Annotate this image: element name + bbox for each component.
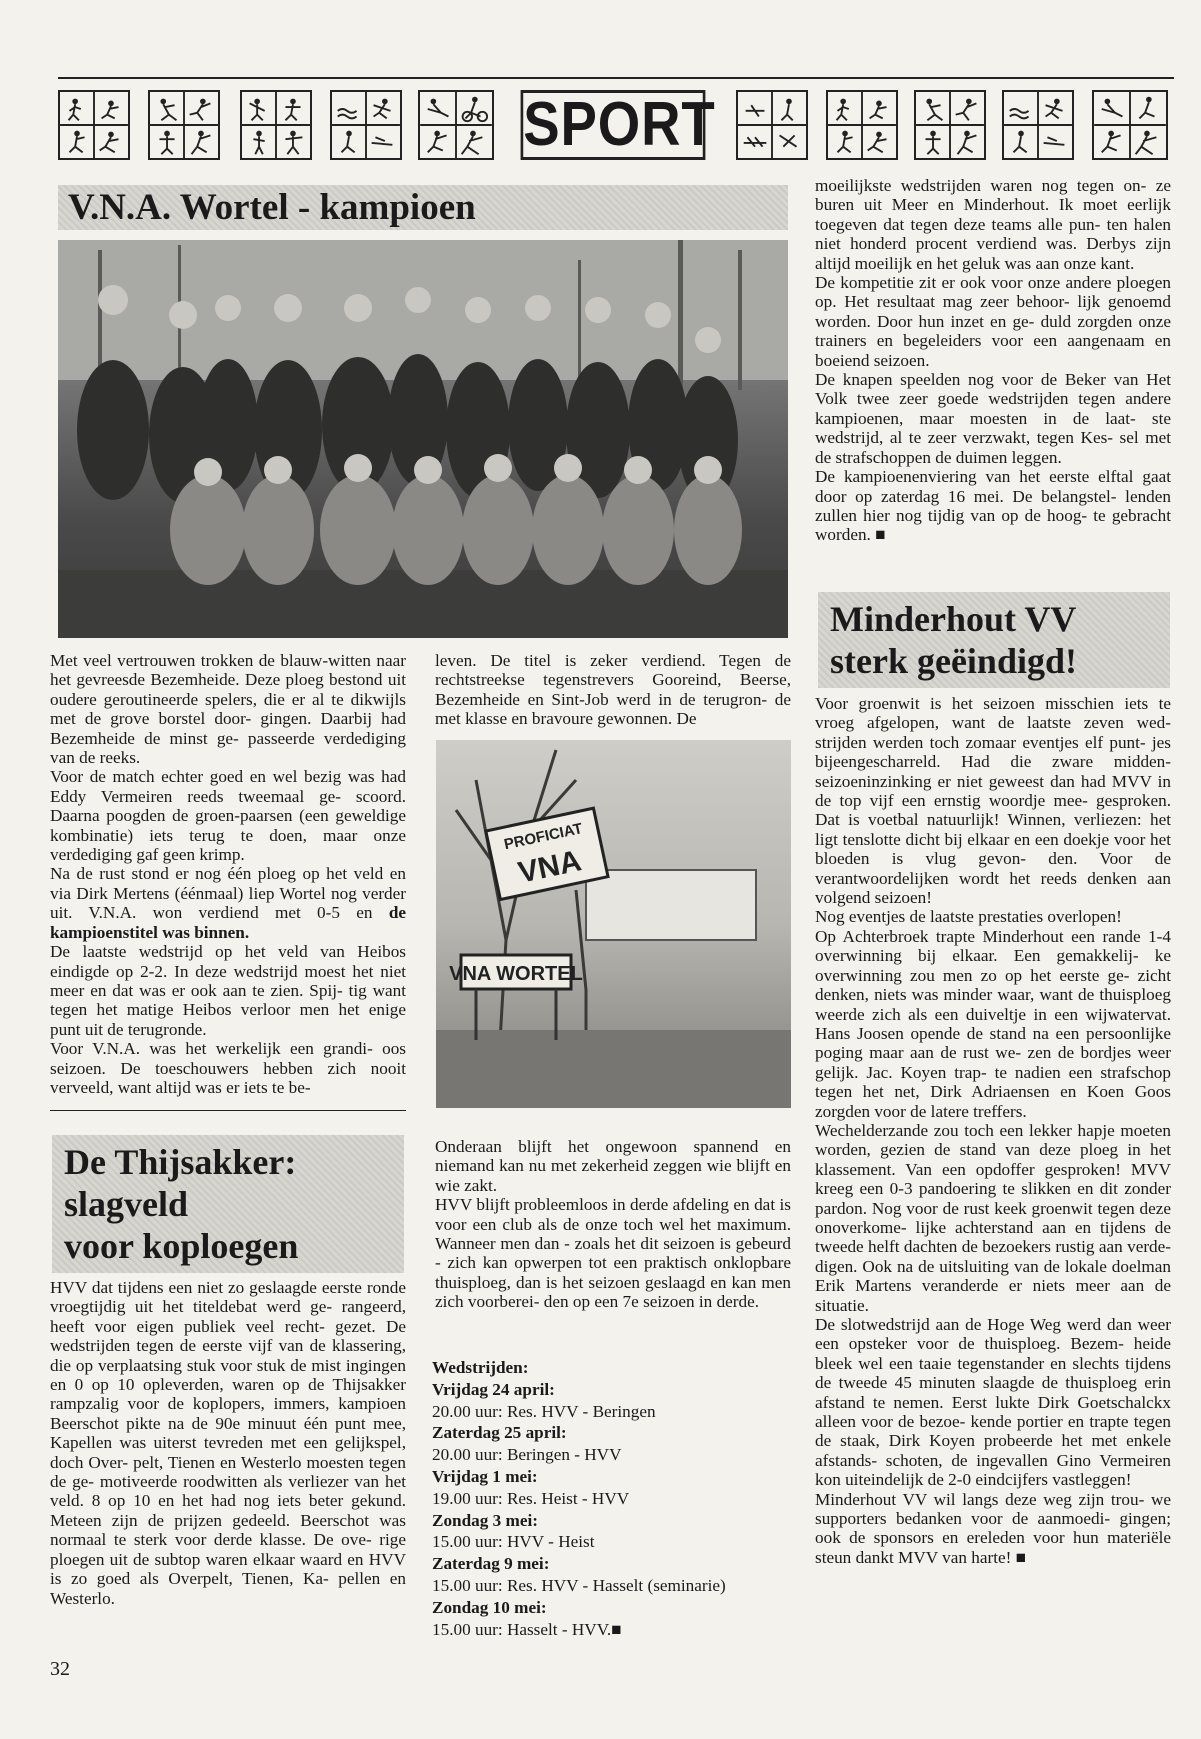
gymnastics-pictogram-icon-right: [914, 90, 986, 160]
paragraph: Wechelderzande zou toch een lekker hapje moeten worden, gezien de stand van deze ploeg in het klassement. Van een opdoffer gesproken! MVV kreeg een 0-3 pandoering te slikken en dit zonder pardon. Nog voor de rust keek groenwit tegen deze onoverkome- lijke achterstand aan en tijdens de tweede helft dachten de bezoekers rustig aan verde- digen. Ook na de uitsluiting van de lokale doelman Erik Martens veranderde er niets meer aan de situatie.: [815, 1120, 1171, 1315]
thijsakker-column-2: [435, 1137, 791, 1312]
paragraph: Met veel vertrouwen trokken de blauw-witten naar het gevreesde Bezemheide. Deze ploeg bestond uit oudere geroutineerde spelers, die er al te dikwijls met de grove borstel door- gingen. Daarbij had Bezemheide de minst ge- passeerde verdediging van de reeks.: [50, 651, 406, 768]
title-line: Minderhout VV: [830, 599, 1077, 639]
article-title-minderhout: [818, 592, 1170, 688]
athletics-pictogram-icon: [58, 90, 130, 160]
paragraph: De laatste wedstrijd op het veld van Heibos eindigde op 2-2. In deze wedstrijd moest het niet meer en dat was er ook aan te zien. Spij- tig want tegen het matige Heibos verloor men het enige punt uit de terugronde.: [50, 942, 406, 1039]
paragraph: Onderaan blijft het ongewoon spannend en niemand kan nu met zekerheid zeggen wie blijft en wie zakt.: [435, 1137, 791, 1195]
paragraph: De kompetitie zit er ook voor onze andere ploegen op. Het resultaat mag zeer behoor- lijk genoemd worden. Door hun inzet en ge- duld zorgden onze trainers en begeleiders voor een aangenaam en boeiend seizoen.: [815, 273, 1171, 370]
page-number: 32: [50, 1658, 70, 1680]
paragraph: Op Achterbroek trapte Minderhout een rande 1-4 overwinning bij elkaar. Een gemakkelij- ke overwinning zou men zo op het eerste ge- zicht denken, niets was minder waar, want de thuisploeg weerde zich als een duiveltje in een wijwatervat. Hans Joosen opende de stand na een persoonlijke poging maar aan de rust we- zen de bordjes weer gelijk. Jac. Koyen trap- te nadien een strafschop tegen het net, Dirk Adriaensen en Koen Goos zorgden voor de latere treffers.: [815, 926, 1171, 1121]
sign-proficiat-text: PROFICIAT: [502, 820, 585, 854]
cycling-pictogram-icon-right: [1092, 90, 1168, 160]
column-divider: [50, 1110, 406, 1111]
schedule-match: 19.00 uur: Res. Heist - HVV: [432, 1488, 630, 1508]
paragraph: moeilijkste wedstrijden waren nog tegen on- ze buren uit Meer en Minderhout. Ik moet eerlijk toegeven dat tegen deze teams alle pun- ten halen niet honderd procent verdiend was. Derbys zijn altijd moeilijk en het geluk was aan onze kant.: [815, 176, 1171, 273]
section-title: SPORT: [521, 90, 706, 160]
schedule-match: 15.00 uur: Hasselt - HVV.■: [432, 1619, 622, 1639]
swimming-pictogram-icon-right: [1002, 90, 1074, 160]
paragraph: Minderhout VV wil langs deze weg zijn trou- we supporters bedanken voor de aanmoedi- gingen; ook de sponsors en ereleden voor hun materiële steun dankt MVV van harte! ■: [815, 1489, 1171, 1567]
schedule-match: 20.00 uur: Res. HVV - Beringen: [432, 1401, 656, 1421]
sign-vna-wortel-text: VNA WORTEL: [449, 963, 583, 985]
header-rule: [58, 77, 1174, 79]
schedule-day: Vrijdag 24 april:: [432, 1379, 555, 1399]
schedule-match: 15.00 uur: HVV - Heist: [432, 1532, 595, 1552]
swimming-pictogram-icon: [330, 90, 402, 160]
match-schedule: [432, 1357, 792, 1640]
title-line: De Thijsakker:: [64, 1142, 297, 1182]
vna-column-3: [815, 176, 1171, 545]
paragraph: Na de rust stond er nog één ploeg op het veld en via Dirk Mertens (éénmaal) liep Wortel nog verder uit. V.N.A. won verdiend met 0-5 en: [50, 864, 406, 923]
schedule-match: 15.00 uur: Res. HVV - Hasselt (seminarie): [432, 1575, 726, 1595]
paragraph: De kampioenenviering van het eerste elftal gaat door op zaterdag 16 mei. De belangstel- lenden zullen hier nog tijdig van op de hoog- te gebracht worden. ■: [815, 467, 1171, 545]
team-photo: [58, 240, 788, 638]
fencing-pictogram-icon: [240, 90, 312, 160]
vna-column-1: [50, 651, 406, 1097]
schedule-day: Vrijdag 1 mei:: [432, 1466, 538, 1486]
sign-photo: [436, 740, 791, 1108]
schedule-match: 20.00 uur: Beringen - HVV: [432, 1445, 622, 1465]
vna-column-2: leven. De titel is zeker verdiend. Tegen de rechtstreekse tegenstrevers Gooreind, Beerse, Bezemheide en Sint-Job werd in de terugron- de met klasse en bravoure gewonnen. De: [435, 651, 791, 729]
minderhout-text: [815, 694, 1171, 1567]
title-line: slagveld: [64, 1184, 189, 1224]
cycling-pictogram-icon: [418, 90, 494, 160]
paragraph: De slotwedstrijd aan de Hoge Weg werd dan weer een opsteker voor de thuisploeg. Bezem- heide bleek wel een taaie tegenstander en slechts tijdens de tweede 45 minuten slaagde de thuisploeg erin afstand te nemen. Eerst lukte Dirk Goetschalckx alleen voor de bezoe- kende portier en trapte tegen de staak, Dirk Koyen probeerde het met enkele afstands- schoten, de ingevallen Gino Vermeiren kon uiteindelijk de 2-0 eindcijfers vastleggen!: [815, 1315, 1171, 1490]
paragraph: Nog eventjes de laatste prestaties overlopen!: [815, 907, 1122, 927]
thijsakker-column-1: HVV dat tijdens een niet zo geslaagde eerste ronde vroegtijdig uit het titeldebat werd ge- rangeerd, heeft voor eigen publiek veel recht- gezet. De wedstrijden tegen de eerste vijf van de klassering, die op verplaatsing stuk voor stuk de mist ingingen en 0 op 10 opleverden, waren op de Thijsakker rampzalig voor de koplopers, immers, kampioen Beerschot pikte na de 90e minuut één punt mee, Kapellen was uiterst tevreden met een gelijkspel, doch Over- pelt, Tienen en Westerlo moesten tegen de ge- motiveerde roodwitten als verliezer van het veld. 8 op 10 en het had nog iets beter gekund. Meteen zijn de prijzen gedeeld. Beerschot was normaal te sterk voor derde klasse. De ove- rige ploegen uit de subtop waren elkaar waard en HVV is zo goed als Overpelt, Tienen, Ka- pellen en Westerlo.: [50, 1278, 406, 1608]
paragraph: HVV blijft probleemloos in derde afdeling en dat is voor een club als de onze toch wel het maximum. Wanneer men dan - zoals het dit seizoen is gebeurd - zich kan opwerpen tot een praktisch onklopbare thuisploeg, dan is het seizoen geslaagd en kan men zich voorberei- den op een 7e seizoen in derde.: [435, 1195, 791, 1312]
athletics-pictogram-icon-right: [826, 90, 898, 160]
paragraph: Voor groenwit is het seizoen misschien iets te vroeg afgelopen, want de laatste zeven wed- strijden werden toch zomaar eventjes elf punt- jes bijeengescharreld. Had die zware midden- seizoeninzinking er niet geweest dan had MVV in de top vijf een ernstig woordje mee- gesproken. Dat is voetbal natuurlijk! Winnen, verliezen: het ligt tenslotte dicht bij elkaar en een doekje voor het bloeden is vlug gevon- den. Voor de verantwoordelijken wordt het reeds denken aan volgend seizoen!: [815, 694, 1171, 908]
paragraph: Voor V.N.A. was het werkelijk een grandi- oos seizoen. De toeschouwers hebben zich nooit verveeld, want altijd was er iets te be-: [50, 1039, 406, 1097]
bold-phrase: de kampioenstitel was binnen.: [50, 903, 406, 942]
sign-vna-text: VNA: [515, 844, 585, 890]
schedule-day: Zondag 10 mei:: [432, 1597, 547, 1617]
schedule-day: Zondag 3 mei:: [432, 1510, 538, 1530]
schedule-title: Wedstrijden:: [432, 1358, 529, 1377]
paragraph: Voor de match echter goed en wel bezig was had Eddy Vermeiren reeds tweemaal ge- scoord. Daarna poogden de groen-paarsen (een geweldige kombinatie) iets terug te doen, maar onze verdediging gaf geen krimp.: [50, 767, 406, 865]
paragraph: De knapen speelden nog voor de Beker van Het Volk twee zeer goede wedstrijden tegen andere kampioenen, maar moesten in de laat- ste wedstrijd, al te zeer verzwakt, tegen Kes- sel met de strafschoppen de duimen leggen.: [815, 370, 1171, 467]
schedule-day: Zaterdag 25 april:: [432, 1423, 567, 1443]
schedule-day: Zaterdag 9 mei:: [432, 1554, 550, 1574]
title-line: sterk geëindigd!: [830, 641, 1077, 681]
gymnastics-pictogram-icon: [148, 90, 220, 160]
article-title-thijsakker: [52, 1135, 404, 1273]
rowing-pictogram-icon: [736, 90, 808, 160]
article-title-vna: V.N.A. Wortel - kampioen: [58, 185, 788, 230]
title-line: voor koploegen: [64, 1226, 299, 1266]
